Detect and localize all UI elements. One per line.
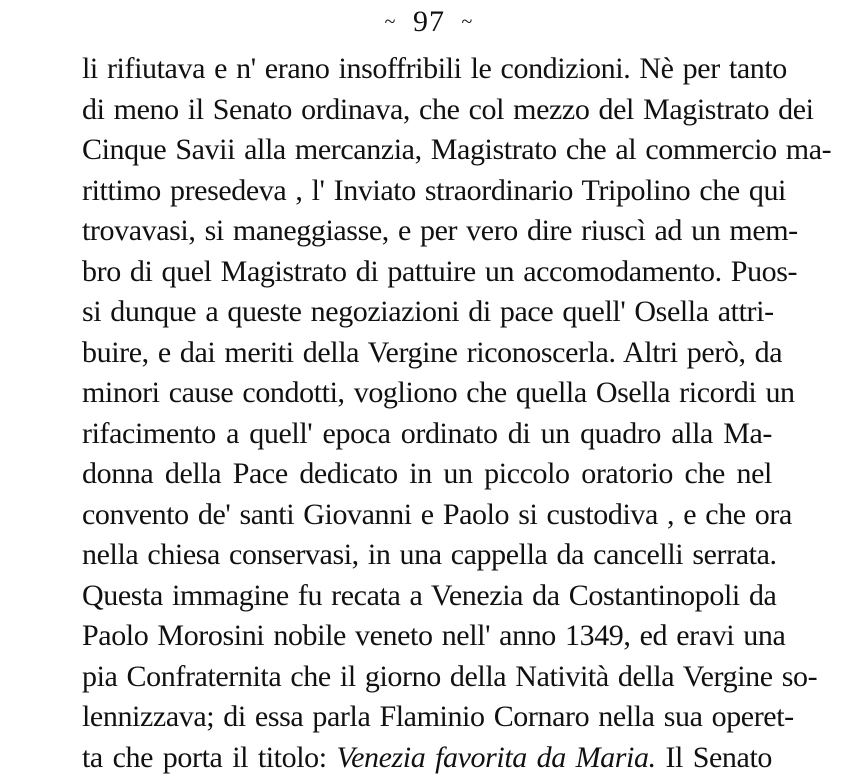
text-line: minori cause condotti, vogliono che quella Osella ricordi un <box>82 373 772 414</box>
text-line: donna della Pace dedicato in un piccolo oratorio che nel <box>82 454 772 495</box>
last-line-after: Il Senato <box>665 741 772 774</box>
text-line: di meno il Senato ordinava, che col mezzo del Magistrato dei <box>82 90 772 131</box>
body-text <box>82 49 772 778</box>
text-line: Paolo Morosini nobile veneto nell' anno 1349, ed eravi una <box>82 616 772 657</box>
page-header <box>0 2 858 42</box>
text-line: Cinque Savii alla mercanzia, Magistrato che al commercio ma- <box>82 130 772 171</box>
page-number: 97 <box>413 5 445 38</box>
text-line: rittimo presedeva , l' Inviato straordinario Tripolino che qui <box>82 171 772 212</box>
text-line: lennizzava; di essa parla Flaminio Cornaro nella sua operet- <box>82 697 772 738</box>
text-line: li rifiutava e n' erano insoffribili le condizioni. Nè per tanto <box>82 49 772 90</box>
text-line: nella chiesa conservasi, in una cappella da cancelli serrata. <box>82 535 772 576</box>
text-line: buire, e dai meriti della Vergine riconoscerla. Altri però, da <box>82 333 772 374</box>
left-ornament-icon: ~ <box>377 11 405 33</box>
text-line: convento de' santi Giovanni e Paolo si custodiva , e che ora <box>82 495 772 536</box>
book-title-italic: Venezia favorita da Maria. <box>336 741 655 774</box>
text-line: trovavasi, si maneggiasse, e per vero dire riuscì ad un mem- <box>82 211 772 252</box>
text-line: rifacimento a quell' epoca ordinato di un quadro alla Ma- <box>82 414 772 455</box>
text-line: pia Confraternita che il giorno della Natività della Vergine so- <box>82 657 772 698</box>
right-ornament-icon: ~ <box>454 11 482 33</box>
text-line-last <box>82 738 772 778</box>
text-line: Questa immagine fu recata a Venezia da Costantinopoli da <box>82 576 772 617</box>
last-line-before: ta che porta il titolo: <box>82 741 327 774</box>
text-line: bro di quel Magistrato di pattuire un accomodamento. Puos- <box>82 252 772 293</box>
text-line: si dunque a queste negoziazioni di pace quell' Osella attri- <box>82 292 772 333</box>
